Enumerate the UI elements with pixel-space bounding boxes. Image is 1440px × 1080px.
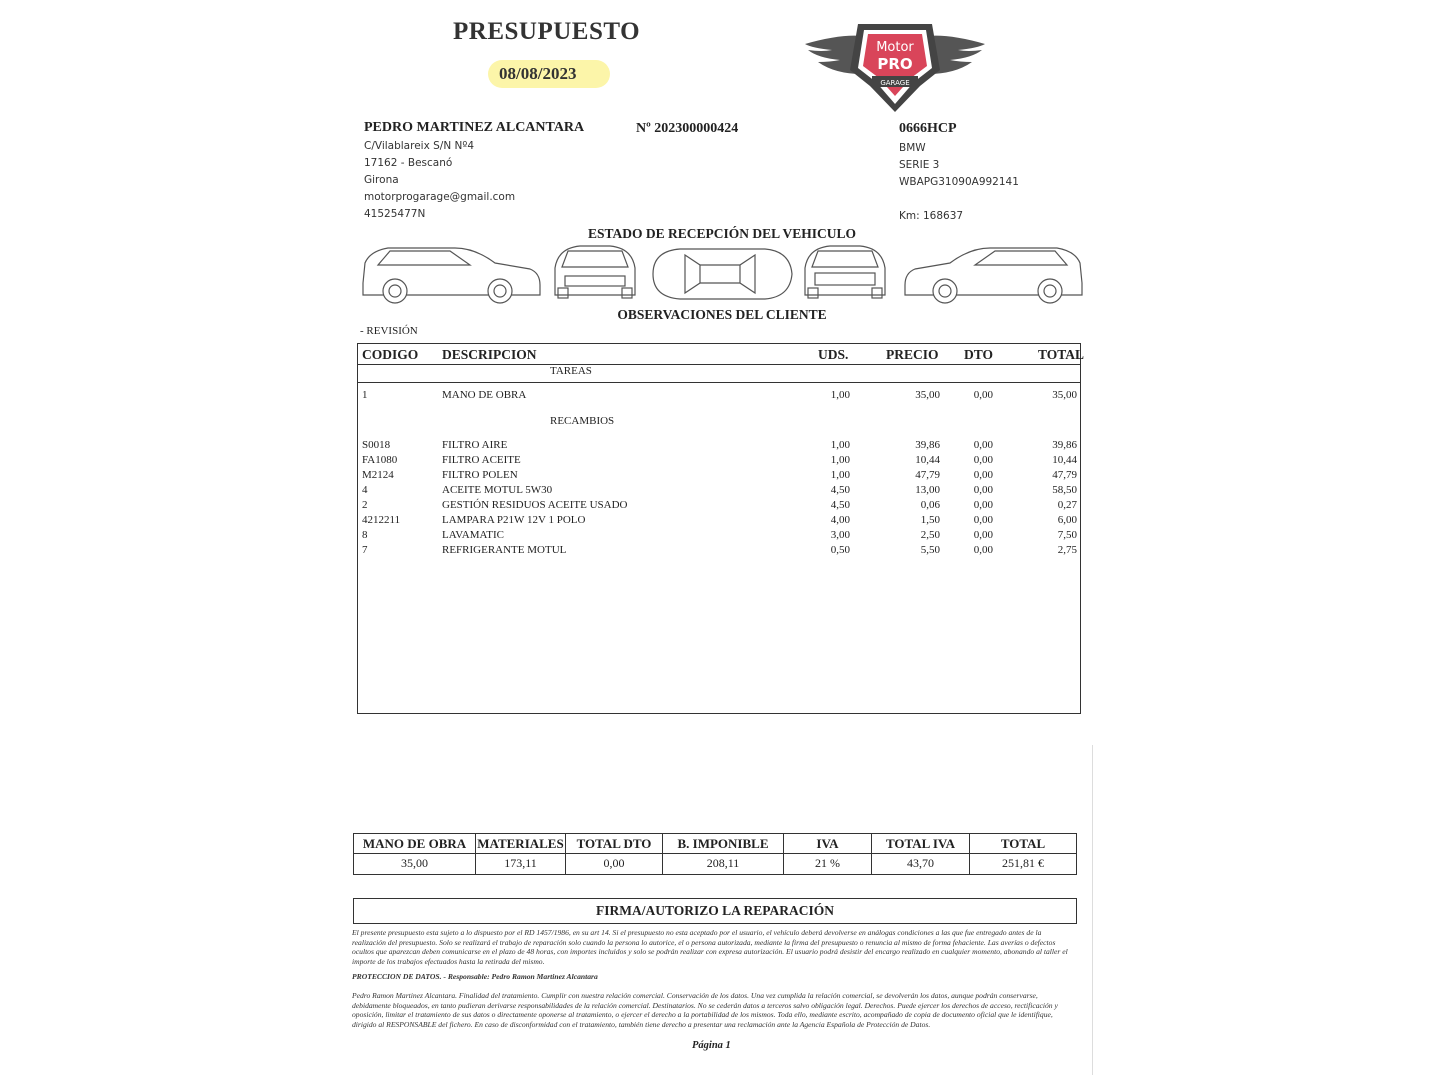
customer-address: C/Vilablareix S/N Nº4: [364, 140, 474, 152]
totals-value-total: 251,81 €: [1002, 856, 1044, 870]
row-units: 4,50: [830, 499, 850, 511]
row-code: 2: [362, 499, 368, 511]
customer-name: PEDRO MARTINEZ ALCANTARA: [364, 120, 585, 135]
row-discount: 0,00: [973, 389, 993, 401]
row-code: 4212211: [362, 514, 401, 526]
row-total: 10,44: [1052, 454, 1077, 466]
signature-box: FIRMA/AUTORIZO LA REPARACIÓN: [353, 898, 1077, 924]
row-discount: 0,00: [973, 439, 993, 451]
row-price: 0,06: [920, 499, 940, 511]
row-total: 0,27: [1057, 499, 1077, 511]
row-discount: 0,00: [973, 499, 993, 511]
row-description: GESTIÓN RESIDUOS ACEITE USADO: [442, 499, 628, 511]
row-description: FILTRO ACEITE: [442, 454, 521, 466]
customer-email: motorprogarage@gmail.com: [364, 191, 516, 203]
car-front-icon: [555, 246, 635, 298]
totals-value-labor: 35,00: [354, 854, 476, 874]
row-price: 13,00: [915, 484, 940, 496]
row-description: LAVAMATIC: [442, 529, 504, 541]
vehicle-make: BMW: [899, 142, 926, 154]
row-description: REFRIGERANTE MOTUL: [442, 544, 567, 556]
vehicle-model: SERIE 3: [899, 159, 940, 171]
header-total: TOTAL: [1038, 347, 1085, 362]
car-top-icon: [653, 249, 792, 299]
observations-title: OBSERVACIONES DEL CLIENTE: [617, 307, 827, 322]
row-discount: 0,00: [973, 469, 993, 481]
row-discount: 0,00: [973, 544, 993, 556]
logo-text-pro: PRO: [877, 55, 913, 73]
row-units: 4,00: [830, 514, 850, 526]
header-code: CODIGO: [362, 347, 419, 362]
totals-header-vat-total: TOTAL IVA: [872, 834, 970, 854]
row-description: LAMPARA P21W 12V 1 POLO: [442, 514, 586, 526]
row-description: ACEITE MOTUL 5W30: [442, 484, 553, 496]
car-rear-icon: [805, 246, 885, 298]
row-code: 7: [362, 544, 368, 556]
totals-header-total: TOTAL: [970, 834, 1076, 854]
header-units: UDS.: [818, 347, 849, 362]
table-row: [358, 529, 1080, 544]
row-discount: 0,00: [973, 514, 993, 526]
scan-edge: [1092, 745, 1093, 1075]
parts-label: RECAMBIOS: [550, 415, 615, 427]
document-number: Nº 202300000424: [636, 121, 739, 136]
row-code: M2124: [362, 469, 394, 481]
row-units: 1,00: [830, 454, 850, 466]
row-total: 2,75: [1057, 544, 1077, 556]
row-description: FILTRO POLEN: [442, 469, 518, 481]
totals-value-discount: 0,00: [566, 854, 663, 874]
totals-value-materials: 173,11: [476, 854, 566, 874]
customer-province: Girona: [364, 174, 399, 186]
customer-city: 17162 - Bescanó: [364, 157, 453, 169]
row-code: 4: [362, 484, 368, 496]
items-table: [357, 343, 1085, 714]
row-price: 1,50: [920, 514, 940, 526]
customer-remarks: - REVISIÓN: [360, 325, 418, 337]
row-total: 39,86: [1052, 439, 1077, 451]
header-discount: DTO: [964, 347, 994, 362]
row-units: 1,00: [830, 389, 850, 401]
row-units: 1,00: [830, 439, 850, 451]
table-row: [358, 514, 1080, 529]
row-discount: 0,00: [973, 484, 993, 496]
row-units: 0,50: [830, 544, 850, 556]
totals-header-taxable: B. IMPONIBLE: [663, 834, 784, 854]
row-price: 39,86: [915, 439, 940, 451]
row-description: FILTRO AIRE: [442, 439, 508, 451]
car-side-left-icon: [363, 248, 540, 303]
reception-title: ESTADO DE RECEPCIÓN DEL VEHICULO: [587, 226, 857, 241]
row-price: 2,50: [920, 529, 940, 541]
row-total: 6,00: [1057, 514, 1077, 526]
totals-value-taxable: 208,11: [663, 854, 784, 874]
document-date: 08/08/2023: [499, 64, 577, 83]
row-code: S0018: [362, 439, 391, 451]
totals-value-vat-total: 43,70: [872, 854, 970, 874]
totals-header-discount: TOTAL DTO: [566, 834, 663, 854]
tasks-label: TAREAS: [550, 365, 592, 377]
table-row: [358, 544, 1080, 559]
table-row: [358, 439, 1080, 454]
table-row: [358, 469, 1080, 484]
row-discount: 0,00: [973, 529, 993, 541]
vehicle-plate: 0666HCP: [899, 121, 957, 136]
row-total: 7,50: [1057, 529, 1077, 541]
row-code: FA1080: [362, 454, 398, 466]
row-units: 3,00: [830, 529, 850, 541]
row-description: MANO DE OBRA: [442, 389, 527, 401]
customer-id: 41525477N: [364, 208, 426, 220]
header-price: PRECIO: [886, 347, 939, 362]
row-code: 8: [362, 529, 368, 541]
table-row: [358, 499, 1080, 514]
motor-pro-garage-logo: [800, 14, 990, 114]
row-price: 10,44: [915, 454, 940, 466]
document-title: PRESUPUESTO: [453, 18, 641, 45]
header-description: DESCRIPCION: [442, 347, 537, 362]
row-total: 58,50: [1052, 484, 1077, 496]
legal-paragraph-conditions: El presente presupuesto esta sujeto a lo dispuesto por el RD 1457/1986, en su art 14. Si el presupuesto no esta aceptado por el usuario, el vehículo deberá devolverse en análogas condiciones a las que fue entregado antes de la realización del presupuesto. Solo se realizará el trabajo de reparación solo cuando la persona lo autorice, el o persona autorizada, mediante la firma del presupuesto o renuncia al mismo de forma fehaciente. Las averías o defectos ocultos que aparezcan deben comunicarse en el plazo de 48 horas, con importes incluidos y solo se podrán realizar con expresa autorización. El usuario podrá desistir del encargo realizado en cualquier momento, abonando al taller el importe de los trabajos efectuados hasta la retirada del mismo.: [352, 928, 1068, 966]
table-row: [358, 454, 1080, 469]
row-price: 5,50: [920, 544, 940, 556]
totals-table: [353, 833, 1077, 875]
page-number: Página 1: [692, 1040, 731, 1051]
legal-data-protection-title: PROTECCION DE DATOS. - Responsable: Pedro Ramon Martinez Alcantara: [352, 972, 598, 981]
row-price: 47,79: [915, 469, 940, 481]
legal-paragraph-privacy: Pedro Ramon Martinez Alcantara. Finalidad del tratamiento. Cumplir con nuestra relación comercial. Conservación de los datos. Una vez cumplida la relación comercial, se devolverán los datos, aunque podrán conservarse, debidamente bloqueados, en tanto pudieran derivarse responsabilidades de la relación comercial. Destinatarios. No se cederán datos a terceros salvo obligación legal. Derechos. Puede ejercer los derechos de acceso, rectificación y oposición, limitar el tratamiento de sus datos o directamente oponerse al tratamiento, o ejercer el derecho a la portabilidad de los mismos. Toda ello, mediante escrito, acompañado de copia de documento oficial que le identifique, dirigido al RESPONSABLE del fichero. En caso de disconformidad con el tratamiento, también tiene derecho a presentar una reclamación ante la Agencia Española de Protección de Datos.: [352, 991, 1058, 1029]
table-row: [358, 389, 1080, 404]
vehicle-km: Km: 168637: [899, 210, 964, 222]
row-total: 47,79: [1052, 469, 1077, 481]
logo-text-garage: GARAGE: [880, 79, 910, 87]
row-total: 35,00: [1052, 389, 1077, 401]
totals-header-labor: MANO DE OBRA: [354, 834, 476, 854]
row-units: 1,00: [830, 469, 850, 481]
row-units: 4,50: [830, 484, 850, 496]
vehicle-diagram: [360, 243, 1085, 305]
car-side-right-icon: [905, 248, 1082, 303]
row-price: 35,00: [915, 389, 940, 401]
logo-text-motor: Motor: [876, 40, 914, 55]
row-code: 1: [362, 389, 368, 401]
table-header: [358, 344, 1085, 383]
vehicle-vin: WBAPG31090A992141: [899, 176, 1019, 188]
totals-header-vat: IVA: [784, 834, 872, 854]
totals-value-vat: 21 %: [784, 854, 872, 874]
table-row: [358, 484, 1080, 499]
totals-header-materials: MATERIALES: [476, 834, 566, 854]
row-discount: 0,00: [973, 454, 993, 466]
